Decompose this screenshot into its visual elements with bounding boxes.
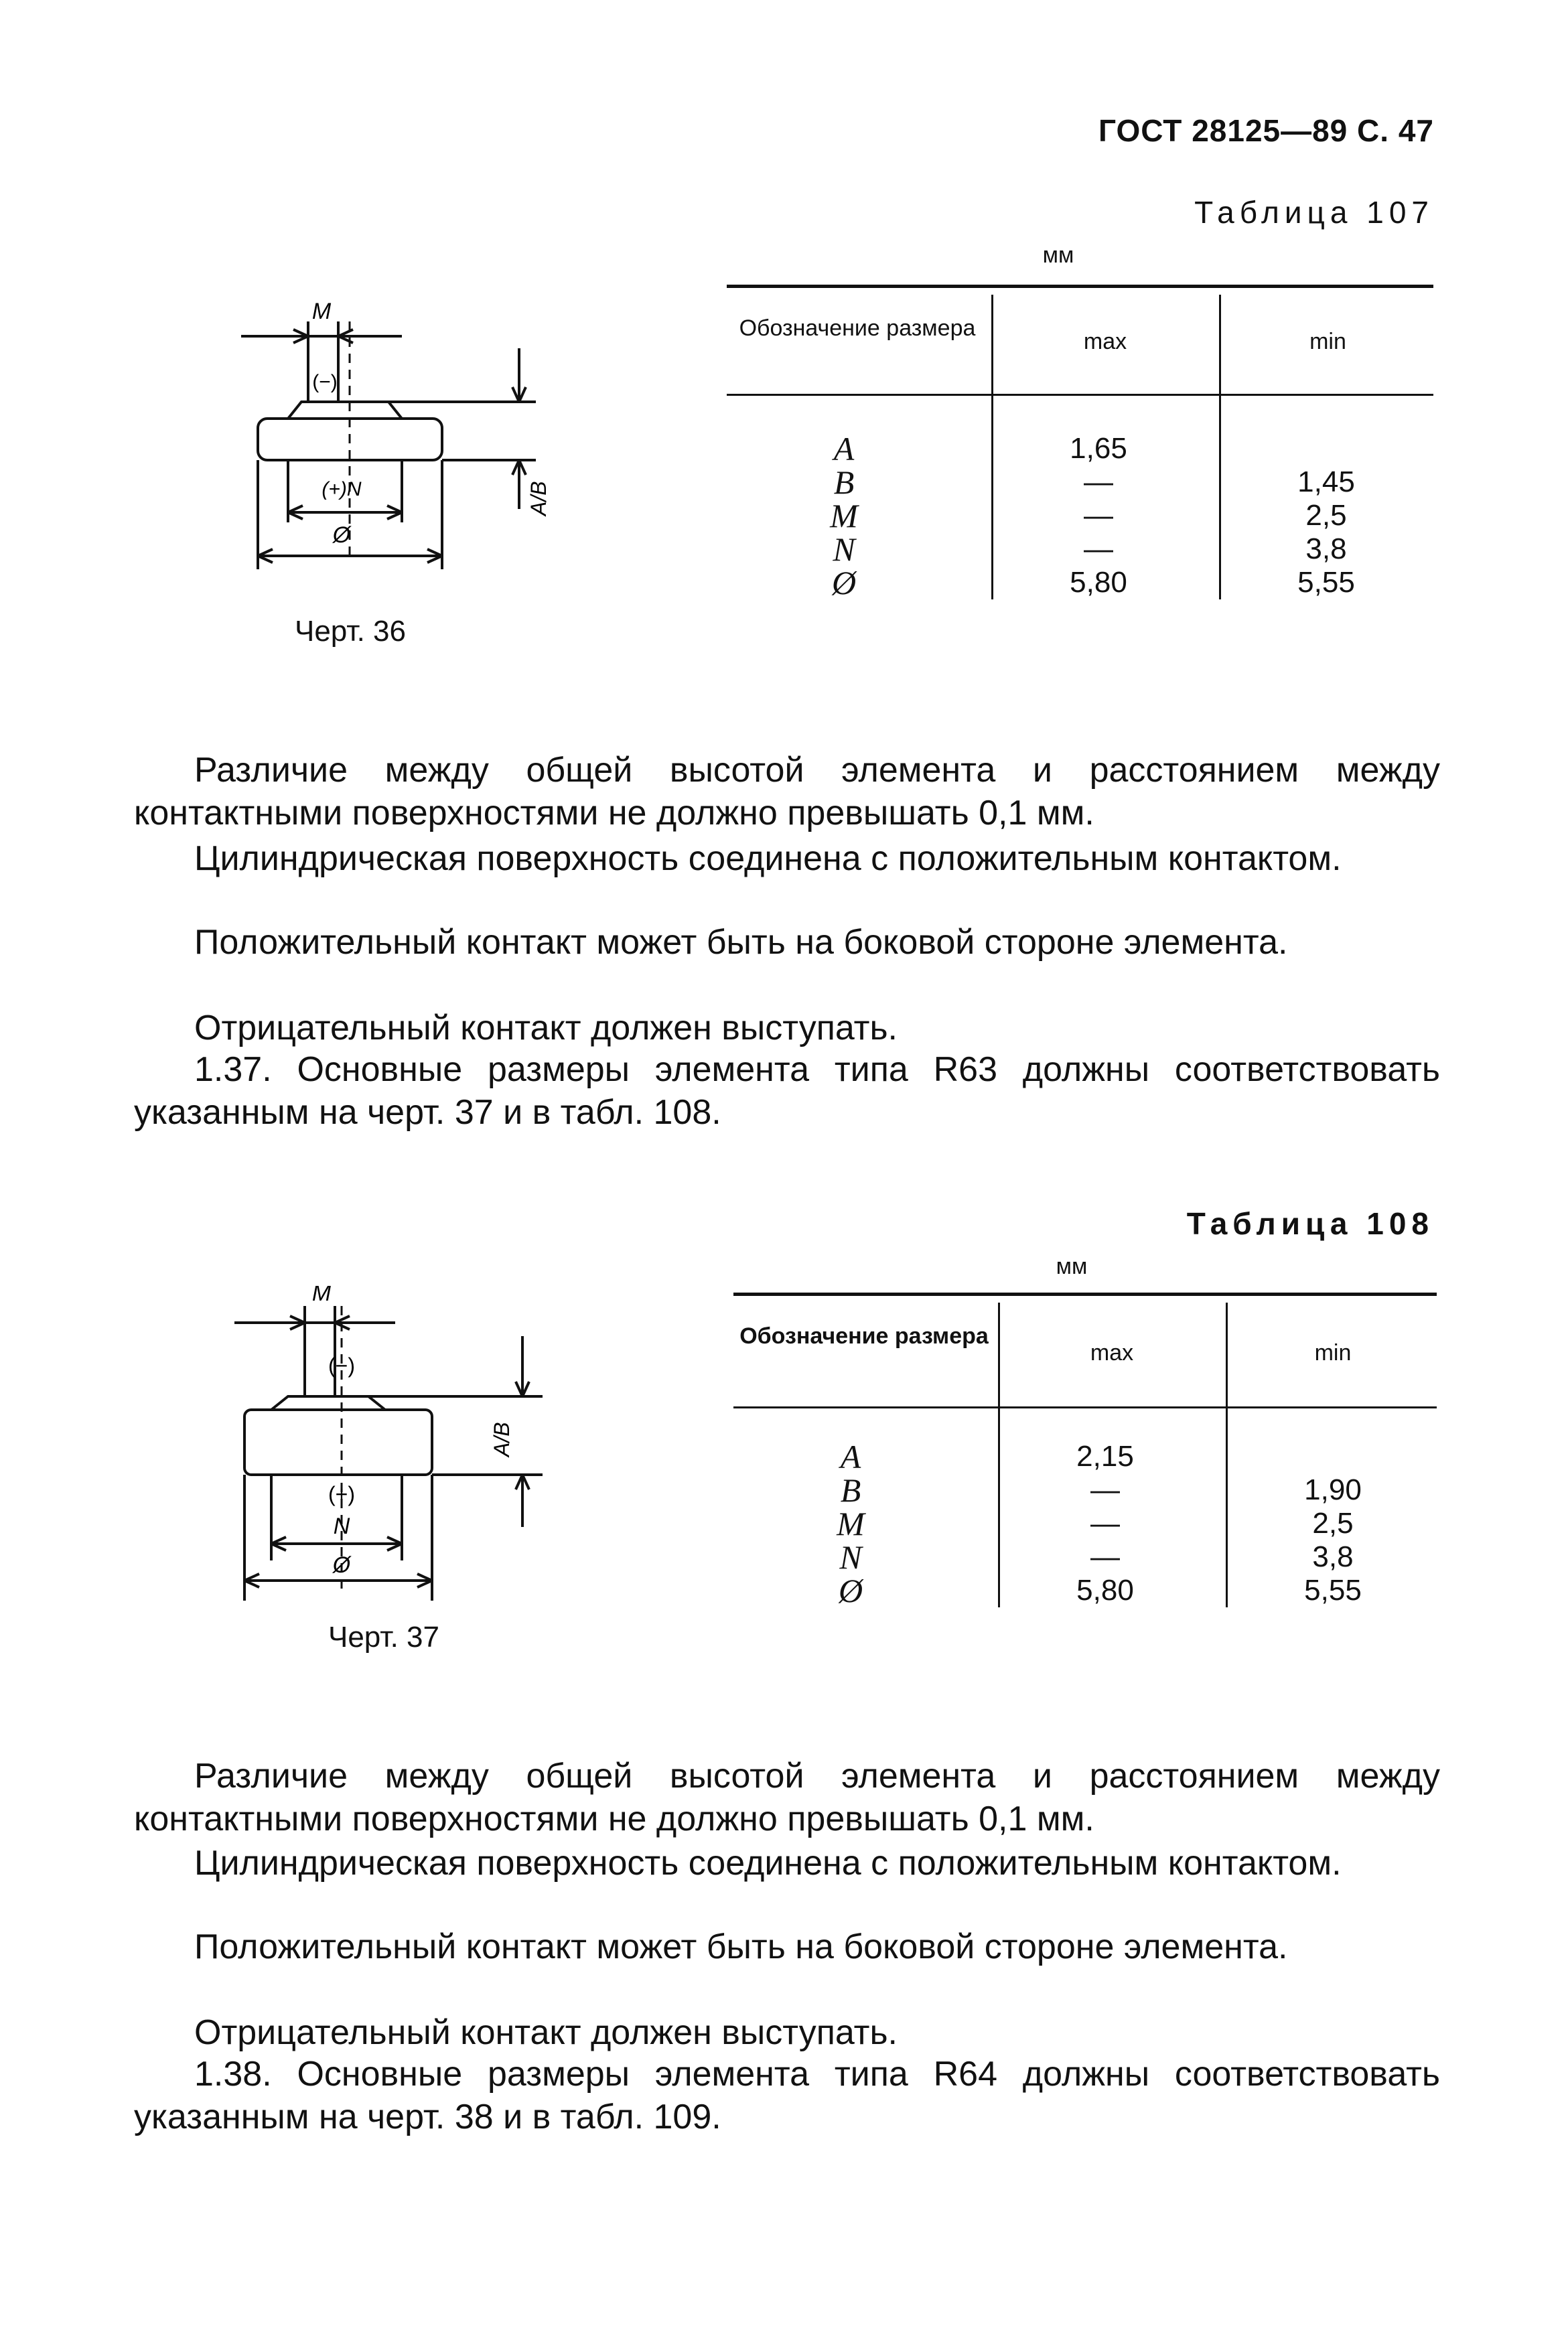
table-108-header-max: max xyxy=(1090,1340,1134,1366)
table-107-top-rule xyxy=(727,285,1433,288)
table-107-row-sym: N xyxy=(833,530,855,568)
table-108-row-max: — xyxy=(1090,1507,1120,1540)
table-107-row-min: 2,5 xyxy=(1305,499,1347,532)
fig37-label-ab: A/B xyxy=(490,1422,514,1457)
table-108-row-sym: B xyxy=(840,1471,861,1509)
table-107-header-max: max xyxy=(1083,329,1127,354)
section-36-paragraph: Отрицательный контакт должен выступать. xyxy=(194,1009,898,1047)
fig37-label-n: N xyxy=(333,1514,350,1539)
table-108-row-sym: M xyxy=(837,1505,865,1542)
running-head: ГОСТ 28125—89 С. 47 xyxy=(1098,113,1434,148)
section-36-paragraph: 1.37. Основные размеры элемента типа R63 должны соответствовать указанным на черт. 37 и в табл. 108. xyxy=(134,1050,1440,1132)
figure-36-drawing xyxy=(241,295,563,603)
fig37-label-diam: Ø xyxy=(332,1552,351,1578)
table-108-row-max: — xyxy=(1090,1540,1120,1573)
fig36-label-ab: A/B xyxy=(526,481,551,516)
table-107-caption: Таблица 107 xyxy=(1194,195,1434,230)
table-108-top-rule xyxy=(733,1293,1437,1296)
table-107-row-sym: Ø xyxy=(831,564,857,601)
table-107-row-min: 1,45 xyxy=(1297,465,1355,498)
table-107-header-min: min xyxy=(1309,329,1346,354)
table-107-header-rule xyxy=(727,394,1433,396)
table-108-col-divider xyxy=(998,1303,1000,1607)
table-107-header-designation: Обозначение размера xyxy=(739,315,976,341)
table-107-row-max: 1,65 xyxy=(1070,432,1127,465)
table-107-row-max: — xyxy=(1084,499,1113,532)
table-107-row-sym: B xyxy=(833,463,855,501)
table-107-row-max: — xyxy=(1084,465,1113,498)
table-107-row-max: — xyxy=(1084,532,1113,565)
table-108-row-sym: N xyxy=(839,1538,862,1576)
table-108-row-max: — xyxy=(1090,1473,1120,1506)
fig36-label-neg: (−) xyxy=(312,371,338,393)
table-108-caption: Таблица 108 xyxy=(1186,1206,1434,1241)
table-107-col-divider xyxy=(1219,295,1221,599)
table-108-unit: мм xyxy=(1056,1254,1088,1279)
section-37-paragraph: Положительный контакт может быть на боковой стороне элемента. xyxy=(194,1927,1288,1966)
section-37-paragraph: Различие между общей высотой элемента и расстоянием между контактными поверхностями не должно превышать 0,1 мм. xyxy=(134,1757,1440,1838)
figure-37-drawing xyxy=(234,1286,556,1621)
fig36-label-diam: Ø xyxy=(332,522,351,548)
table-108-col-divider xyxy=(1226,1303,1228,1607)
table-108-row-max: 2,15 xyxy=(1076,1440,1134,1473)
section-36-paragraph: Положительный контакт может быть на боковой стороне элемента. xyxy=(194,923,1288,962)
table-108-header-designation: Обозначение размера xyxy=(739,1323,989,1349)
table-108-row-min: 5,55 xyxy=(1304,1574,1362,1607)
fig37-label-neg: (−) xyxy=(328,1354,355,1378)
table-107-row-min: 3,8 xyxy=(1305,532,1347,565)
table-108-row-min: 1,90 xyxy=(1304,1473,1362,1506)
table-108-row-max: 5,80 xyxy=(1076,1574,1134,1607)
table-108-row-min: 3,8 xyxy=(1312,1540,1354,1573)
table-107-row-min: 5,55 xyxy=(1297,566,1355,599)
table-107-col-divider xyxy=(991,295,993,599)
table-108-header-min: min xyxy=(1314,1340,1352,1366)
figure-37-caption: Черт. 37 xyxy=(328,1621,439,1654)
table-107-row-sym: M xyxy=(830,497,858,534)
section-36-paragraph: Различие между общей высотой элемента и расстоянием между контактными поверхностями не должно превышать 0,1 мм. xyxy=(134,751,1440,832)
table-108-row-min: 2,5 xyxy=(1312,1507,1354,1540)
table-107-row-max: 5,80 xyxy=(1070,566,1127,599)
fig37-label-m: M xyxy=(311,1286,332,1306)
section-37-paragraph: Цилиндрическая поверхность соединена с положительным контактом. xyxy=(194,1844,1342,1883)
table-108-row-sym: Ø xyxy=(838,1572,863,1609)
section-36-paragraph: Цилиндрическая поверхность соединена с положительным контактом. xyxy=(194,839,1342,878)
figure-36-caption: Черт. 36 xyxy=(295,615,406,648)
table-108-header-rule xyxy=(733,1406,1437,1408)
table-108-row-sym: A xyxy=(840,1438,861,1475)
fig36-label-pos-n: (+)N xyxy=(322,478,362,500)
fig37-label-pos: (+) xyxy=(328,1482,355,1506)
table-107-unit: мм xyxy=(1042,242,1074,268)
section-37-paragraph: Отрицательный контакт должен выступать. xyxy=(194,2013,898,2052)
fig36-label-m: M xyxy=(311,299,332,324)
table-107-row-sym: A xyxy=(833,430,855,467)
section-37-paragraph: 1.38. Основные размеры элемента типа R64 должны соответствовать указанным на черт. 38 и в табл. 109. xyxy=(134,2055,1440,2136)
